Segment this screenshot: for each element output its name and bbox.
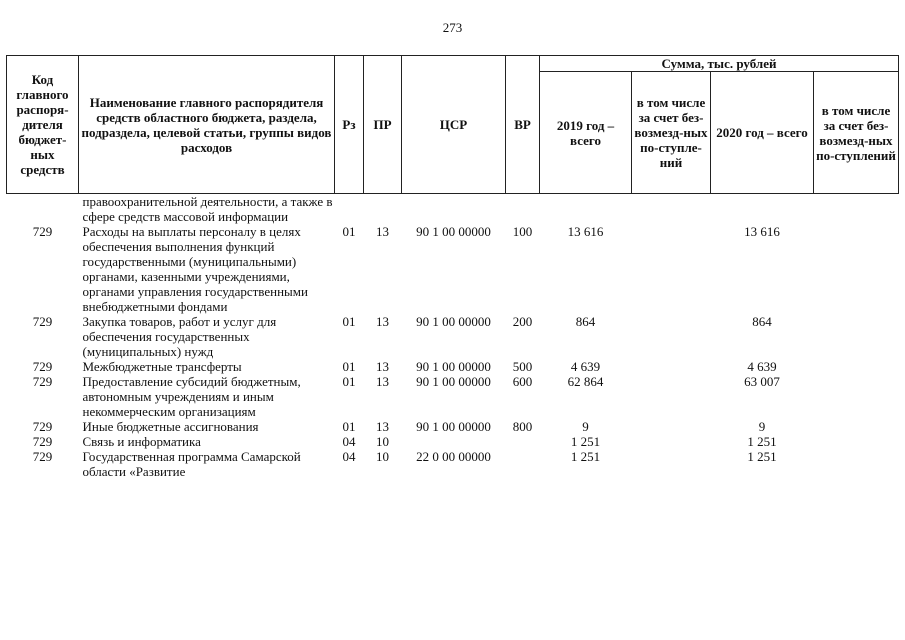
row-2020-total: 13 616 bbox=[744, 224, 780, 239]
row-code: 729 bbox=[32, 449, 53, 464]
row-csr: 90 1 00 00000 bbox=[416, 224, 491, 239]
row-name: Расходы на выплаты персоналу в целях обеспечения выполнения функций государственными (муниципальными) органами, казенными учреждениями, органами управления государственными внебюджетными фондами bbox=[82, 224, 308, 314]
row-pr: 13 bbox=[376, 314, 389, 329]
row-pr bbox=[364, 194, 402, 225]
row-csr: 22 0 00 00000 bbox=[416, 449, 491, 464]
header-2020-free: в том числе за счет без-возмезд-ных по-ступлений bbox=[814, 72, 899, 194]
header-csr: ЦСР bbox=[402, 56, 506, 194]
table-row bbox=[7, 224, 899, 314]
row-rz: 01 bbox=[342, 224, 356, 239]
row-pr: 10 bbox=[376, 449, 389, 464]
row-rz: 04 bbox=[342, 434, 356, 449]
header-name: Наименование главного распорядителя средств областного бюджета, раздела, подраздела, целевой статьи, группы видов расходов bbox=[79, 56, 335, 194]
page-number: 273 bbox=[442, 20, 463, 35]
row-2019-total: 62 864 bbox=[567, 374, 604, 389]
row-vr bbox=[506, 434, 540, 449]
row-2020-free bbox=[814, 314, 899, 359]
row-rz: 04 bbox=[342, 449, 356, 464]
row-rz: 01 bbox=[342, 419, 356, 434]
row-pr: 10 bbox=[376, 434, 389, 449]
row-2020-total bbox=[711, 194, 814, 225]
header-code: Код главного распоря-дителя бюджет-ных средств bbox=[7, 56, 79, 194]
row-name: правоохранительной деятельности, а также в сфере средств массовой информации bbox=[82, 194, 333, 224]
row-csr bbox=[402, 434, 506, 449]
row-name: Межбюджетные трансферты bbox=[82, 359, 242, 374]
row-2019-total bbox=[540, 194, 632, 225]
row-2019-free bbox=[632, 314, 711, 359]
row-2019-total: 1 251 bbox=[570, 434, 601, 449]
header-vr: ВР bbox=[506, 56, 540, 194]
table-row bbox=[7, 419, 899, 434]
row-code: 729 bbox=[32, 419, 53, 434]
header-2019-free: в том числе за счет без-возмезд-ных по-ступле-ний bbox=[632, 72, 711, 194]
row-csr: 90 1 00 00000 bbox=[416, 419, 491, 434]
table-row bbox=[7, 449, 899, 479]
row-csr: 90 1 00 00000 bbox=[416, 359, 491, 374]
row-2019-total: 4 639 bbox=[570, 359, 601, 374]
row-2019-free bbox=[632, 449, 711, 479]
row-2020-total: 63 007 bbox=[744, 374, 780, 389]
table-row bbox=[7, 434, 899, 449]
header-2019-total: 2019 год – всего bbox=[540, 72, 632, 194]
row-code: 729 bbox=[32, 434, 53, 449]
row-2020-free bbox=[814, 449, 899, 479]
row-vr: 500 bbox=[512, 359, 533, 374]
row-rz: 01 bbox=[342, 359, 356, 374]
row-vr: 600 bbox=[512, 374, 533, 389]
row-2019-free bbox=[632, 374, 711, 419]
row-pr: 13 bbox=[376, 419, 389, 434]
row-2020-total: 1 251 bbox=[747, 434, 777, 449]
table-row bbox=[7, 359, 899, 374]
row-code: 729 bbox=[32, 314, 53, 329]
row-csr bbox=[402, 194, 506, 225]
row-vr: 800 bbox=[512, 419, 533, 434]
row-rz: 01 bbox=[342, 374, 356, 389]
row-csr: 90 1 00 00000 bbox=[416, 374, 491, 389]
row-2020-free bbox=[814, 359, 899, 374]
row-2019-free bbox=[632, 194, 711, 225]
row-2019-total: 864 bbox=[575, 314, 596, 329]
row-2020-total: 9 bbox=[758, 419, 766, 434]
row-2019-free bbox=[632, 359, 711, 374]
row-2020-free bbox=[814, 419, 899, 434]
row-code: 729 bbox=[32, 359, 53, 374]
row-code: 729 bbox=[32, 224, 53, 239]
table-row bbox=[7, 194, 899, 225]
row-code: 729 bbox=[32, 374, 53, 389]
row-2019-total: 9 bbox=[582, 419, 589, 434]
row-2020-total: 1 251 bbox=[747, 449, 777, 464]
row-2020-free bbox=[814, 194, 899, 225]
row-name: Закупка товаров, работ и услуг для обеспечения государственных (муниципальных) нужд bbox=[82, 314, 277, 359]
row-csr: 90 1 00 00000 bbox=[416, 314, 491, 329]
header-2020-total: 2020 год – всего bbox=[711, 72, 814, 194]
table-row bbox=[7, 314, 899, 359]
row-vr: 200 bbox=[512, 314, 533, 329]
row-2020-free bbox=[814, 374, 899, 419]
row-code bbox=[7, 194, 79, 225]
header-pr: ПР bbox=[364, 56, 402, 194]
row-vr bbox=[506, 449, 540, 479]
row-pr: 13 bbox=[376, 374, 389, 389]
row-2020-total: 864 bbox=[752, 314, 772, 329]
row-pr: 13 bbox=[376, 224, 389, 239]
row-pr: 13 bbox=[376, 359, 389, 374]
row-2019-total: 13 616 bbox=[567, 224, 604, 239]
table-row bbox=[7, 374, 899, 419]
row-rz: 01 bbox=[342, 314, 356, 329]
row-name: Связь и информатика bbox=[82, 434, 201, 449]
row-2019-free bbox=[632, 224, 711, 314]
row-name: Иные бюджетные ассигнования bbox=[82, 419, 259, 434]
row-2019-free bbox=[632, 434, 711, 449]
header-rz: Рз bbox=[335, 56, 364, 194]
row-2019-total: 1 251 bbox=[570, 449, 601, 464]
row-rz bbox=[335, 194, 364, 225]
budget-table bbox=[6, 55, 899, 479]
row-2020-total: 4 639 bbox=[747, 359, 777, 374]
row-name: Государственная программа Самарской области «Развитие bbox=[82, 449, 301, 479]
header-sum-group: Сумма, тыс. рублей bbox=[540, 56, 899, 72]
row-vr: 100 bbox=[512, 224, 533, 239]
row-2020-free bbox=[814, 434, 899, 449]
row-name: Предоставление субсидий бюджетным, автономным учреждениям и иным некоммерческим организациям bbox=[82, 374, 301, 419]
row-2020-free bbox=[814, 224, 899, 314]
row-vr bbox=[506, 194, 540, 225]
row-2019-free bbox=[632, 419, 711, 434]
